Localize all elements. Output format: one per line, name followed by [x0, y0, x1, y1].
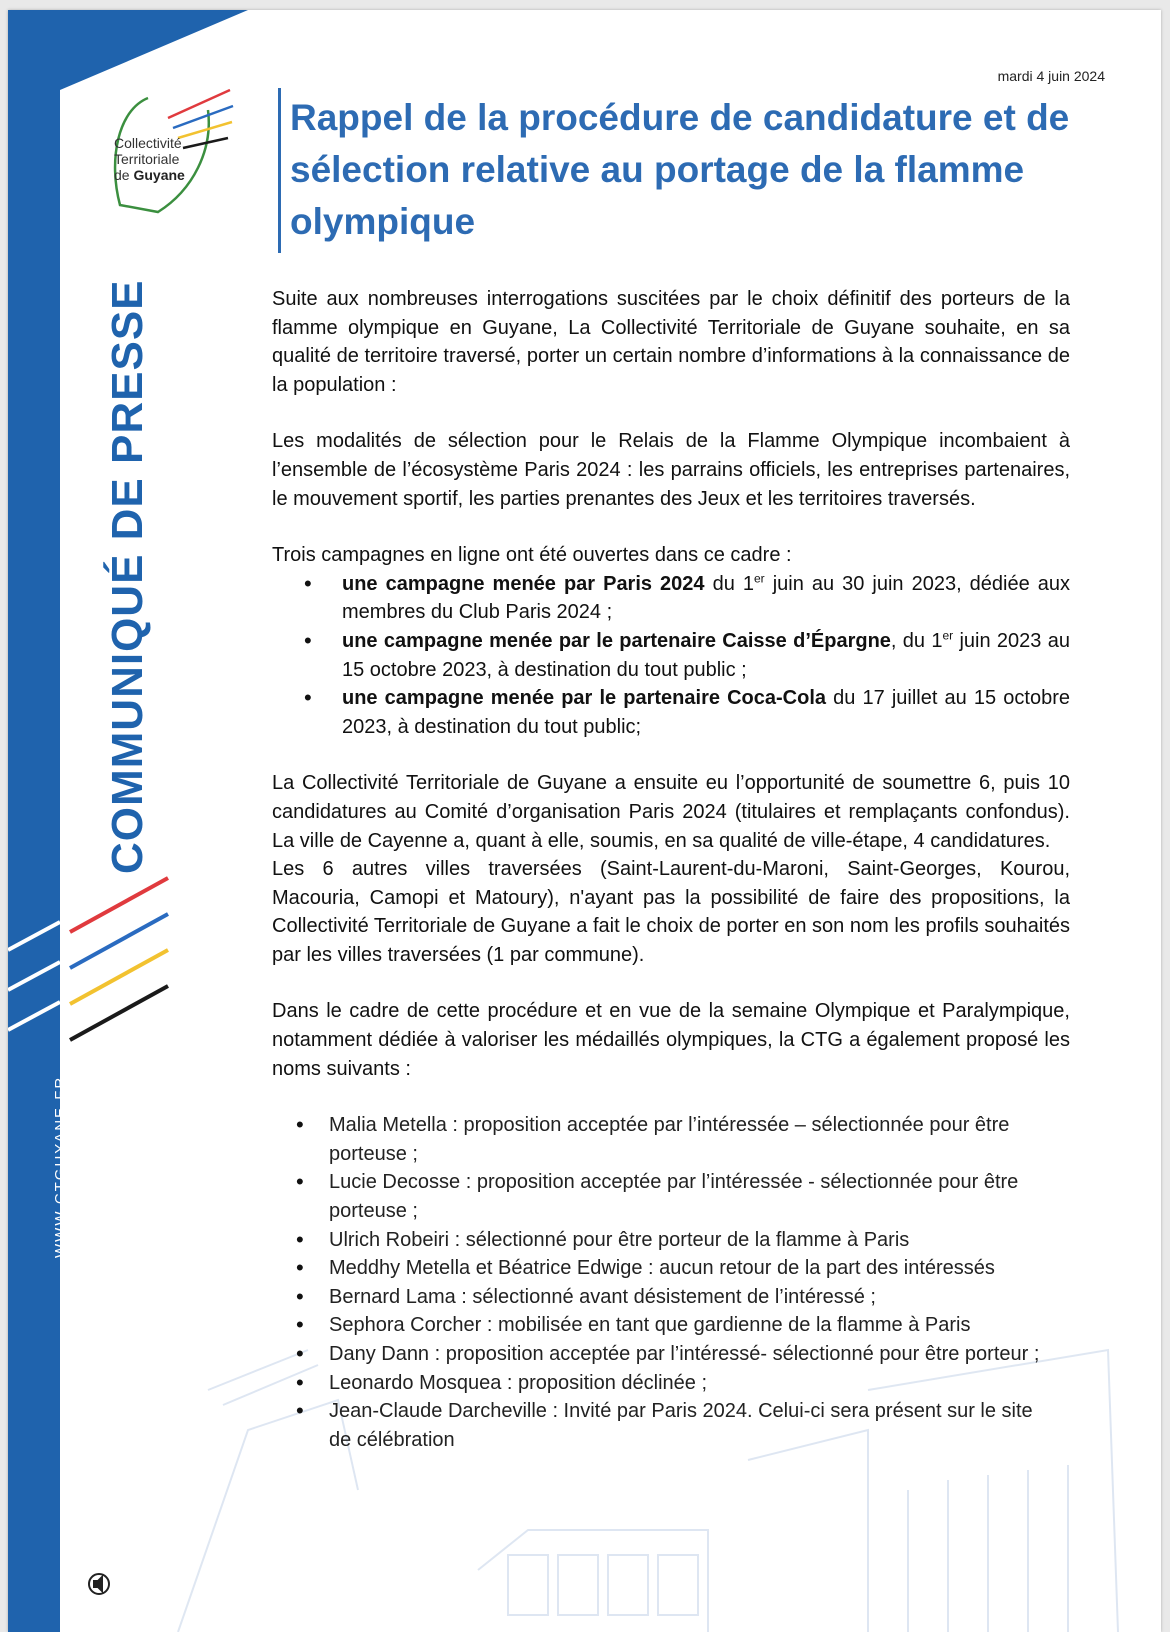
press-release-body — [272, 285, 1070, 1454]
address-block — [91, 1214, 133, 1338]
logo-line-1: Collectivité — [114, 135, 182, 151]
proposed-names-list — [272, 1111, 1070, 1454]
logo-name: Guyane — [133, 167, 185, 183]
campaign-date-start: du 1 — [704, 572, 754, 595]
paragraph-campaigns-intro: Trois campagnes en ligne ont été ouvertes dans ce cadre : — [272, 544, 792, 567]
page-title: Rappel de la procédure de candidature et de sélection relative au portage de la flamme olympique — [290, 97, 1070, 242]
website-link[interactable]: WWW.CTGUYANE.FR — [52, 1075, 69, 1258]
ordinal-suffix: er — [942, 628, 954, 643]
paragraph-medalists: Dans le cadre de cette procédure et en vue de la semaine Olympique et Paralympique, notamment dédiée à valoriser les médaillés olympiques, la CTG a également proposé les noms suivants : — [272, 1000, 1070, 1080]
speaker-icon — [89, 1574, 109, 1594]
ordinal-suffix: er — [754, 571, 765, 586]
location-pin-icon — [91, 1344, 109, 1362]
campaign-list — [272, 570, 1070, 742]
press-release-page — [8, 10, 1161, 1632]
list-item: • Leonardo Mosquea : proposition déclinée ; — [329, 1369, 1070, 1398]
campaign-title: une campagne menée par Paris 2024 — [342, 572, 705, 595]
paragraph-other-cities: Les 6 autres villes traversées (Saint-Laurent-du-Maroni, Saint-Georges, Kourou, Macouria, Camopi et Matoury), n'ayant pas la possibilité de faire des propositions, la Collectivité Territoriale de Guyane a fait le choix de porter en son nom les profils souhaités par les villes traversées (1 par commune). — [272, 858, 1070, 966]
list-item: • Bernard Lama : sélectionné avant désistement de l’intéressé ; — [329, 1283, 1070, 1312]
campaign-details: juin 2023 au 15 octobre 2023, à destination du tout public ; — [342, 629, 1070, 681]
title-accent-bar — [278, 88, 281, 253]
address-line-1: Hôtel de la CTG — [91, 1251, 105, 1338]
list-item: • Lucie Decosse : proposition acceptée par l’intéressée - sélectionnée pour être porteuse ; — [329, 1168, 1070, 1225]
logo-line-2: Territoriale — [114, 151, 180, 167]
campaign-details: du 17 juillet au 15 octobre 2023, à destination du tout public; — [342, 687, 1071, 738]
phone-icon — [91, 1164, 109, 1182]
campaign-title: une campagne menée par le partenaire Caisse d’Épargne — [342, 629, 891, 652]
paragraph-intro: Suite aux nombreuses interrogations suscitées par le choix définitif des porteurs de la flamme olympique en Guyane, La Collectivité Territoriale de Guyane souhaite, en sa qualité de territoire traversé, porter un certain nombre d’informations à la connaissance de la population : — [272, 288, 1070, 396]
list-item — [342, 684, 1070, 741]
list-item — [342, 627, 1070, 684]
campaign-details: juin au 30 juin 2023, dédiée aux membres du Club Paris 2024 ; — [342, 572, 1071, 624]
logo-prefix: de — [114, 167, 130, 183]
paragraph-candidatures: La Collectivité Territoriale de Guyane a ensuite eu l’opportunité de soumettre 6, puis 10 candidatures au Comité d’organisation Paris 2024 (titulaires et remplaçants confondus). La ville de Cayenne a, quant à elle, soumis, en sa qualité de ville-étape, 4 candidatures. — [272, 772, 1070, 852]
campaign-date-start: , du 1 — [890, 629, 943, 652]
olympic-color-stripes — [70, 878, 168, 1040]
paragraph-modalities: Les modalités de sélection pour le Relais de la Flamme Olympique incombaient à l’ensemble de l’écosystème Paris 2024 : les parrains officiels, les entreprises partenaires, le mouvement sportif, les parties prenantes des Jeux et les territoires traversés. — [272, 430, 1070, 510]
address-line-3: 97300 CAYENNE — [119, 1244, 133, 1338]
phone-number: +594 594 300 600 — [92, 1060, 106, 1158]
list-item: • Malia Metella : proposition acceptée par l’intéressée – sélectionnée pour être porteuse ; — [329, 1111, 1070, 1168]
list-item: • Jean-Claude Darcheville : Invité par Paris 2024. Celui-ci sera présent sur le site de célébration — [329, 1397, 1070, 1454]
list-item: • Ulrich Robeiri : sélectionné pour être porteur de la flamme à Paris — [329, 1226, 1070, 1255]
press-release-label: COMMUNIQUÉ DE PRESSE — [103, 279, 152, 874]
ctg-logo-text — [114, 135, 185, 183]
list-item: • Meddhy Metella et Béatrice Edwige : aucun retour de la part des intéressés — [329, 1254, 1070, 1283]
address-line-2: 4179 route de Montabo — [105, 1213, 119, 1338]
campaign-title: une campagne menée par le partenaire Coca-Cola — [342, 687, 826, 710]
logo-line-3 — [114, 167, 185, 183]
list-item — [342, 570, 1070, 627]
publication-date: mardi 4 juin 2024 — [997, 68, 1105, 84]
list-item: • Dany Dann : proposition acceptée par l’intéressé- sélectionné pour être porteur ; — [329, 1340, 1070, 1369]
list-item: • Sephora Corcher : mobilisée en tant que gardienne de la flamme à Paris — [329, 1311, 1070, 1340]
